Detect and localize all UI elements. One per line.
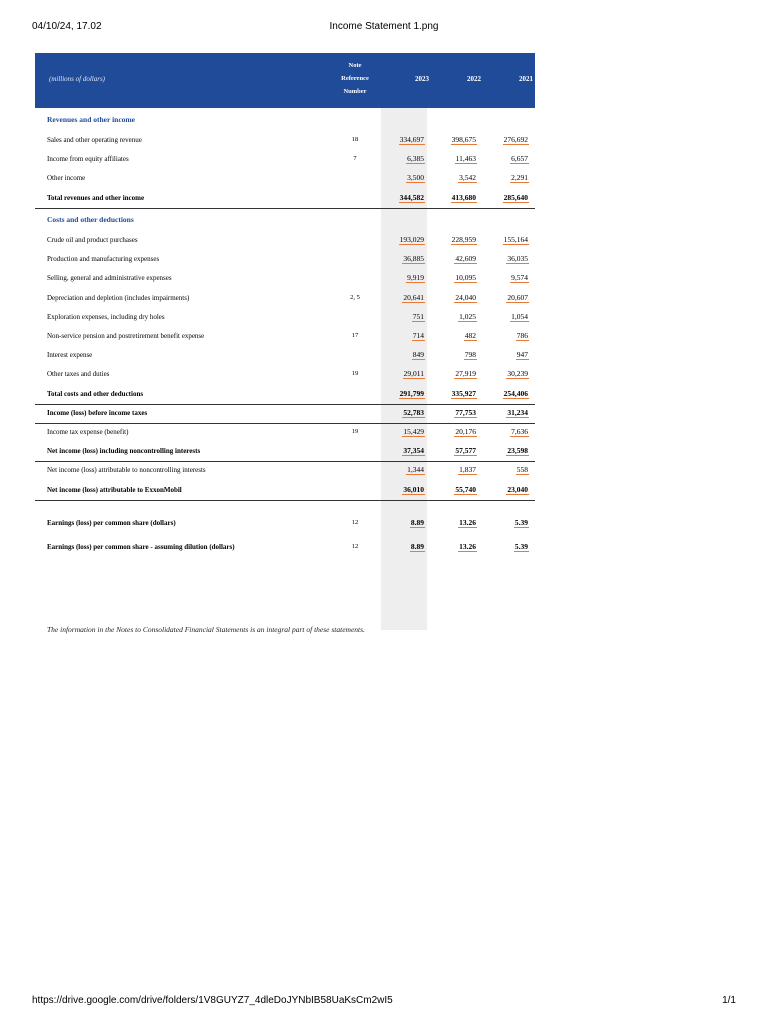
value-text: 37,354	[403, 446, 424, 456]
value-text: 29,011	[403, 369, 424, 379]
table-row	[35, 482, 535, 501]
print-url: https://drive.google.com/drive/folders/1V8GUYZ7_4dleDoJYNbIB58UaKsCm2wI5	[32, 995, 393, 1006]
value-2023	[387, 193, 425, 202]
value-2023	[387, 465, 425, 474]
value-text: 30,239	[507, 369, 528, 379]
table-row	[35, 366, 535, 384]
value-2023	[387, 293, 425, 302]
note-header-line: Note	[348, 62, 362, 69]
value-2021	[491, 331, 529, 340]
note-header-line: Number	[343, 88, 367, 95]
print-title: Income Statement 1.png	[329, 21, 439, 32]
value-text: 27,919	[455, 369, 476, 379]
value-2021	[491, 254, 529, 263]
value-2021	[491, 518, 529, 527]
value-text: 5.39	[514, 518, 528, 527]
table-row	[35, 309, 535, 327]
value-2022	[439, 135, 477, 144]
table-row	[35, 424, 535, 442]
value-2022	[439, 542, 477, 551]
value-2021	[491, 465, 529, 474]
note-header	[331, 59, 379, 98]
value-text: 23,040	[507, 484, 528, 494]
value-text: 23,598	[507, 446, 528, 456]
value-text: 786	[516, 331, 528, 340]
value-text: 13.26	[459, 542, 476, 551]
value-2021	[491, 542, 529, 551]
value-2022	[439, 446, 477, 455]
print-timestamp: 04/10/24, 17.02	[32, 21, 102, 32]
year-header-2023: 2023	[415, 75, 429, 83]
value-text: 6,385	[407, 154, 424, 164]
row-label: Depreciation and depletion (includes impairments)	[47, 293, 190, 302]
row-label: Net income (loss) including noncontrolling interests	[47, 447, 201, 456]
row-note-ref: 12	[351, 519, 359, 526]
value-text: 77,753	[455, 407, 476, 417]
value-text: 13.26	[459, 518, 476, 527]
value-2021	[491, 389, 529, 398]
value-2022	[439, 331, 477, 340]
value-text: 398,675	[451, 135, 476, 144]
value-2022	[439, 369, 477, 378]
value-text: 285,640	[503, 192, 528, 202]
value-text: 9,574	[511, 273, 528, 283]
row-note-ref: 12	[351, 543, 359, 550]
value-2021	[491, 408, 529, 417]
row-note-ref: 2, 5	[350, 293, 360, 301]
value-text: 20,607	[507, 292, 528, 302]
value-2021	[491, 369, 529, 378]
table-row	[35, 190, 535, 209]
value-2022	[439, 389, 477, 398]
value-text: 24,040	[455, 292, 476, 302]
value-text: 193,029	[399, 235, 424, 244]
value-2022	[439, 173, 477, 182]
row-note-ref: 19	[351, 428, 359, 435]
table-row	[35, 290, 535, 308]
table-row	[35, 386, 535, 405]
row-label: Selling, general and administrative expenses	[47, 274, 172, 283]
value-text: 42,609	[455, 254, 476, 264]
value-text: 344,582	[399, 192, 424, 202]
row-label: Other income	[47, 174, 86, 183]
table-row	[35, 443, 535, 462]
value-2022	[439, 154, 477, 163]
row-label: Income tax expense (benefit)	[47, 428, 129, 436]
section-title: Revenues and other income	[47, 115, 135, 124]
value-text: 31,234	[507, 407, 528, 417]
value-text: 6,657	[511, 154, 528, 164]
value-text: 276,692	[503, 135, 528, 144]
row-label: Net income (loss) attributable to noncontrolling interests	[47, 466, 206, 475]
value-text: 254,406	[503, 388, 528, 398]
table-row	[35, 347, 535, 365]
value-text: 11,463	[455, 154, 476, 164]
value-2022	[439, 235, 477, 244]
value-2023	[387, 312, 425, 321]
table-row	[35, 515, 535, 533]
value-text: 849	[412, 350, 424, 360]
value-2023	[387, 173, 425, 182]
value-2022	[439, 408, 477, 417]
value-text: 291,799	[399, 388, 424, 398]
table-row	[35, 232, 535, 250]
value-2021	[491, 446, 529, 455]
value-text: 3,542	[459, 173, 476, 183]
value-2022	[439, 273, 477, 282]
row-label: Exploration expenses, including dry holes	[47, 312, 165, 321]
value-2023	[387, 235, 425, 244]
units-label: (millions of dollars)	[49, 75, 106, 83]
row-label: Non-service pension and postretirement benefit expense	[47, 332, 205, 340]
table-header	[35, 53, 535, 108]
value-text: 7,636	[511, 427, 528, 436]
value-2023	[387, 389, 425, 398]
row-label: Production and manufacturing expenses	[47, 255, 160, 264]
page-number: 1/1	[722, 995, 736, 1006]
value-text: 334,697	[399, 135, 424, 144]
value-text: 5.39	[514, 542, 528, 551]
row-note-ref: 19	[351, 370, 359, 378]
value-2023	[387, 485, 425, 494]
value-2021	[491, 273, 529, 282]
value-text: 3,500	[407, 173, 424, 183]
value-text: 947	[516, 350, 528, 360]
print-header	[32, 21, 736, 35]
value-text: 36,035	[507, 254, 528, 264]
value-2021	[491, 173, 529, 182]
value-2022	[439, 485, 477, 494]
value-text: 714	[412, 331, 424, 340]
value-2023	[387, 369, 425, 378]
value-2022	[439, 254, 477, 263]
row-note-ref: 17	[351, 332, 359, 339]
value-text: 57,577	[455, 446, 476, 456]
value-2021	[491, 485, 529, 494]
value-text: 1,344	[407, 465, 424, 475]
value-2023	[387, 331, 425, 340]
value-text: 798	[464, 350, 476, 360]
value-text: 228,959	[451, 235, 476, 244]
value-text: 1,837	[459, 465, 476, 475]
value-text: 20,641	[403, 292, 424, 302]
value-2023	[387, 446, 425, 455]
row-label: Crude oil and product purchases	[47, 236, 138, 244]
note-header-line: Reference	[341, 75, 369, 82]
table-row	[35, 151, 535, 169]
value-text: 1,025	[459, 311, 476, 321]
value-text: 55,740	[455, 484, 476, 494]
value-text: 335,927	[451, 388, 476, 398]
footnote: The information in the Notes to Consolidated Financial Statements is an integral part of these statements.	[47, 625, 365, 634]
value-text: 10,095	[455, 273, 476, 283]
value-2021	[491, 193, 529, 202]
table-row	[35, 539, 535, 557]
value-2023	[387, 427, 425, 436]
value-text: 36,010	[403, 484, 424, 494]
value-2022	[439, 518, 477, 527]
value-2023	[387, 542, 425, 551]
value-text: 1,054	[511, 311, 528, 321]
row-label: Total revenues and other income	[47, 193, 145, 202]
row-note-ref: 7	[353, 155, 357, 163]
value-2022	[439, 193, 477, 202]
table-row	[35, 132, 535, 150]
value-2023	[387, 154, 425, 163]
value-text: 20,176	[455, 427, 476, 436]
value-2022	[439, 465, 477, 474]
table-row	[35, 270, 535, 288]
year-header-2022: 2022	[467, 75, 481, 83]
row-label: Earnings (loss) per common share (dollars)	[47, 519, 176, 527]
value-2021	[491, 350, 529, 359]
value-2023	[387, 350, 425, 359]
value-2022	[439, 312, 477, 321]
value-2021	[491, 154, 529, 163]
value-2022	[439, 293, 477, 302]
row-label: Income (loss) before income taxes	[47, 408, 148, 417]
value-2022	[439, 427, 477, 436]
value-2023	[387, 254, 425, 263]
value-2021	[491, 293, 529, 302]
value-text: 558	[516, 465, 528, 475]
row-label: Net income (loss) attributable to ExxonMobil	[47, 485, 182, 494]
print-footer	[32, 995, 736, 1009]
value-2023	[387, 273, 425, 282]
table-row	[35, 251, 535, 269]
table-row	[35, 328, 535, 346]
row-label: Income from equity affiliates	[47, 155, 129, 164]
table-row	[35, 405, 535, 424]
value-2023	[387, 518, 425, 527]
section-title: Costs and other deductions	[47, 215, 134, 224]
value-text: 36,885	[403, 254, 424, 264]
value-2021	[491, 135, 529, 144]
year-header-2021: 2021	[519, 75, 533, 83]
row-label: Sales and other operating revenue	[47, 136, 142, 144]
value-text: 52,783	[403, 407, 424, 417]
value-text: 15,429	[403, 427, 424, 436]
income-statement	[35, 53, 535, 634]
value-text: 2,291	[511, 173, 528, 183]
value-text: 9,919	[407, 273, 424, 283]
value-text: 8.89	[410, 542, 424, 551]
value-text: 8.89	[410, 518, 424, 527]
value-2021	[491, 427, 529, 436]
value-text: 413,680	[451, 192, 476, 202]
value-2022	[439, 350, 477, 359]
value-2021	[491, 235, 529, 244]
value-text: 482	[464, 331, 476, 340]
value-text: 155,164	[503, 235, 528, 244]
row-label: Interest expense	[47, 351, 93, 360]
row-note-ref: 18	[351, 136, 359, 143]
value-text: 751	[412, 311, 424, 321]
value-2023	[387, 408, 425, 417]
value-2021	[491, 312, 529, 321]
row-label: Other taxes and duties	[47, 370, 110, 379]
row-label: Total costs and other deductions	[47, 389, 144, 398]
row-label: Earnings (loss) per common share - assuming dilution (dollars)	[47, 543, 235, 551]
value-2023	[387, 135, 425, 144]
table-row	[35, 462, 535, 480]
table-row	[35, 170, 535, 188]
